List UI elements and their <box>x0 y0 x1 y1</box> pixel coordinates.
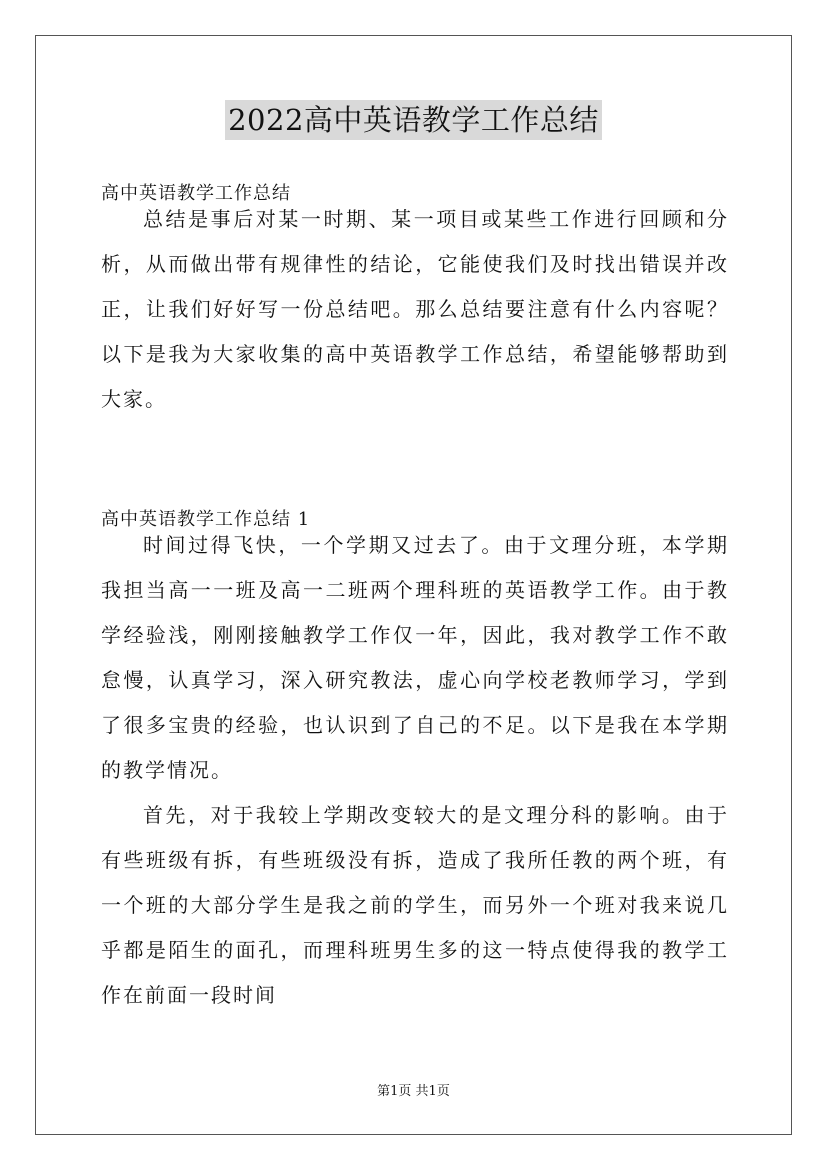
section-heading-intro: 高中英语教学工作总结 <box>101 183 291 204</box>
section-heading-1: 高中英语教学工作总结 1 <box>101 509 311 530</box>
document-title: 2022高中英语教学工作总结 <box>225 100 602 140</box>
page-footer: 第1页 共1页 <box>377 1084 450 1099</box>
intro-paragraph: 总结是事后对某一时期、某一项目或某些工作进行回顾和分析，从而做出带有规律性的结论，它能使我们及时找出错误并改正，让我们好好写一份总结吧。那么总结要注意有什么内容呢？以下是我为大家收集的高中英语教学工作总结，希望能够帮助到大家。 <box>101 207 729 411</box>
title-container <box>0 100 827 140</box>
body-paragraph-2: 首先，对于我较上学期改变较大的是文理分科的影响。由于有些班级有拆，有些班级没有拆，造成了我所任教的两个班，有一个班的大部分学生是我之前的学生，而另外一个班对我来说几乎都是陌生的面孔，而理科班男生多的这一特点使得我的教学工作在前面一段时间 <box>101 803 729 1007</box>
body-paragraph-1: 时间过得飞快，一个学期又过去了。由于文理分班，本学期我担当高一一班及高一二班两个理科班的英语教学工作。由于教学经验浅，刚刚接触教学工作仅一年，因此，我对教学工作不敢怠慢，认真学习，深入研究教法，虚心向学校老教师学习，学到了很多宝贵的经验，也认识到了自己的不足。以下是我在本学期的教学情况。 <box>101 533 729 782</box>
